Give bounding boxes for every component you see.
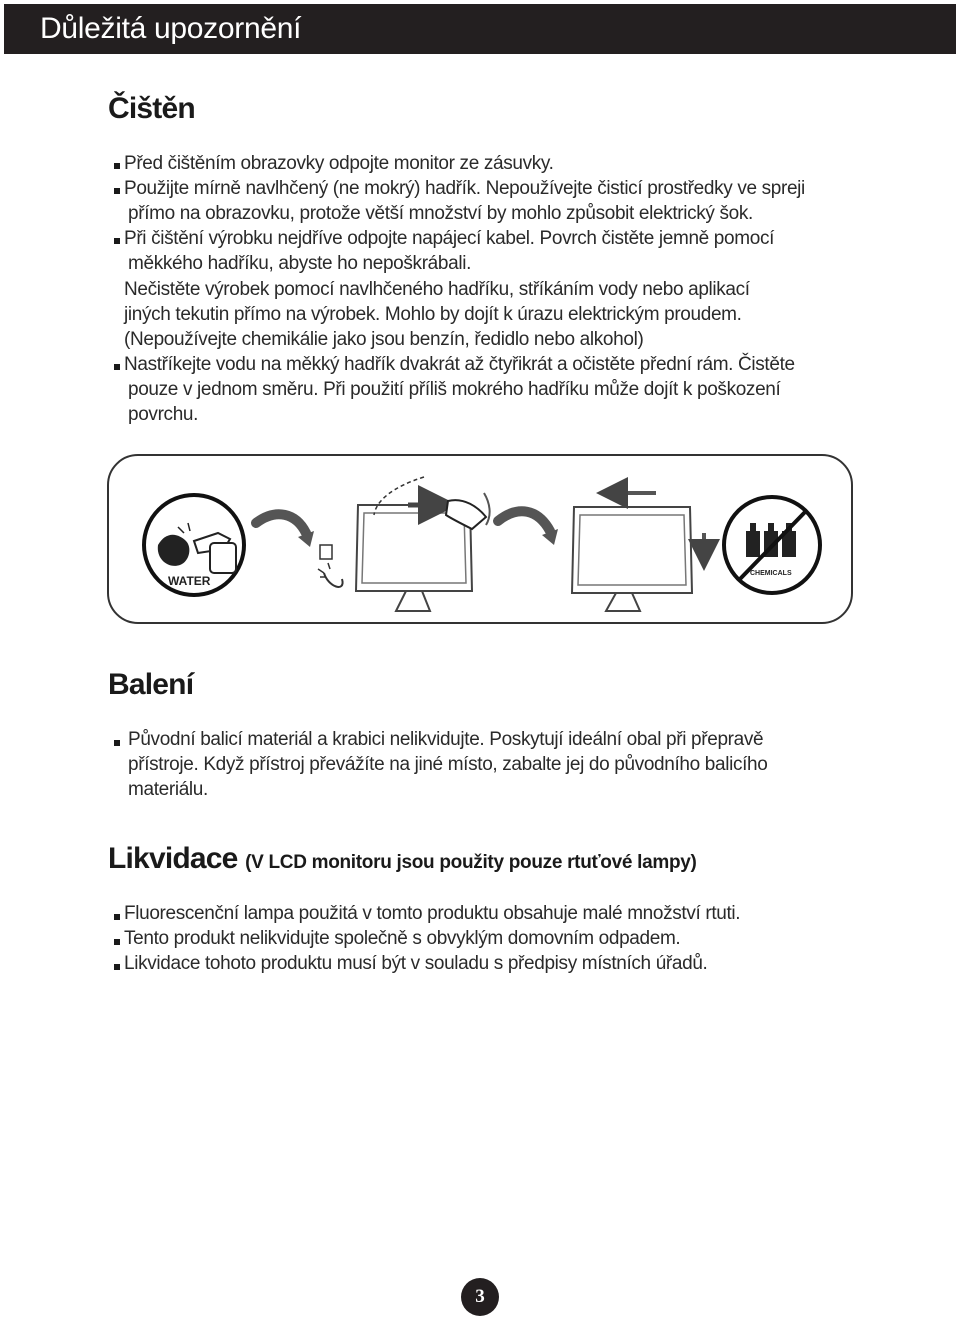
header-bar [4, 4, 956, 54]
packing-line-1: Původní balicí materiál a krabici nelikvidujte. Poskytují ideální obal při přepravě [128, 729, 764, 750]
bullet-icon [114, 163, 120, 169]
cleaning-line-5: měkkého hadříku, abyste ho nepoškrábali. [128, 253, 471, 274]
disposal-title: Likvidace [108, 842, 238, 875]
bullet-icon [114, 740, 120, 746]
bullet-icon [114, 964, 120, 970]
packing-heading: Balení [108, 668, 194, 701]
cleaning-line-2: Použijte mírně navlhčený (ne mokrý) hadřík. Nepoužívejte čisticí prostředky ve spreji [124, 178, 805, 199]
bullet-icon [114, 364, 120, 370]
water-spray-icon [144, 495, 244, 595]
cleaning-line-3: přímo na obrazovku, protože větší množství by mohlo způsobit elektrický šok. [128, 203, 753, 224]
cleaning-line-1: Před čištěním obrazovky odpojte monitor ze zásuvky. [124, 153, 554, 174]
cleaning-line-6: Nečistěte výrobek pomocí navlhčeného hadříku, stříkáním vody nebo aplikací [124, 279, 750, 300]
cleaning-illustration [106, 453, 854, 625]
cleaning-line-4: Při čištění výrobku nejdříve odpojte napájecí kabel. Povrch čistěte jemně pomocí [124, 228, 775, 249]
cleaning-line-10: pouze v jednom směru. Při použití příliš mokrého hadříku může dojít k poškození [128, 379, 781, 400]
cleaning-line-11: povrchu. [128, 404, 199, 425]
cleaning-line-8: (Nepoužívejte chemikálie jako jsou benzín, ředidlo nebo alkohol) [124, 329, 644, 350]
disposal-subtitle: (V LCD monitoru jsou použity pouze rtuťové lampy) [245, 852, 697, 873]
page-number: 3 [461, 1278, 499, 1316]
disposal-line-1: Fluorescenční lampa použitá v tomto produktu obsahuje malé množství rtuti. [124, 903, 741, 924]
bullet-icon [114, 238, 120, 244]
disposal-line-3: Likvidace tohoto produktu musí být v souladu s předpisy místních úřadů. [124, 953, 708, 974]
packing-line-2: přístroje. Když přístroj převážíte na jiné místo, zabalte jej do původního balicího [128, 754, 768, 775]
cleaning-line-9: Nastříkejte vodu na měkký hadřík dvakrát až čtyřikrát a očistěte přední rám. Čistěte [124, 354, 795, 375]
bullet-icon [114, 914, 120, 920]
water-label: WATER [168, 574, 211, 588]
packing-line-3: materiálu. [128, 779, 208, 800]
chemicals-label: CHEMICALS [750, 570, 792, 577]
cleaning-line-7: jiných tekutin přímo na výrobek. Mohlo by dojít k úrazu elektrickým proudem. [124, 304, 742, 325]
cleaning-heading: Čištěn [108, 92, 195, 125]
disposal-heading [108, 842, 697, 876]
page-title: Důležitá upozornění [40, 12, 302, 45]
bullet-icon [114, 188, 120, 194]
no-chemicals-icon [724, 497, 820, 593]
disposal-line-2: Tento produkt nelikvidujte společně s obvyklým domovním odpadem. [124, 928, 681, 949]
bullet-icon [114, 939, 120, 945]
